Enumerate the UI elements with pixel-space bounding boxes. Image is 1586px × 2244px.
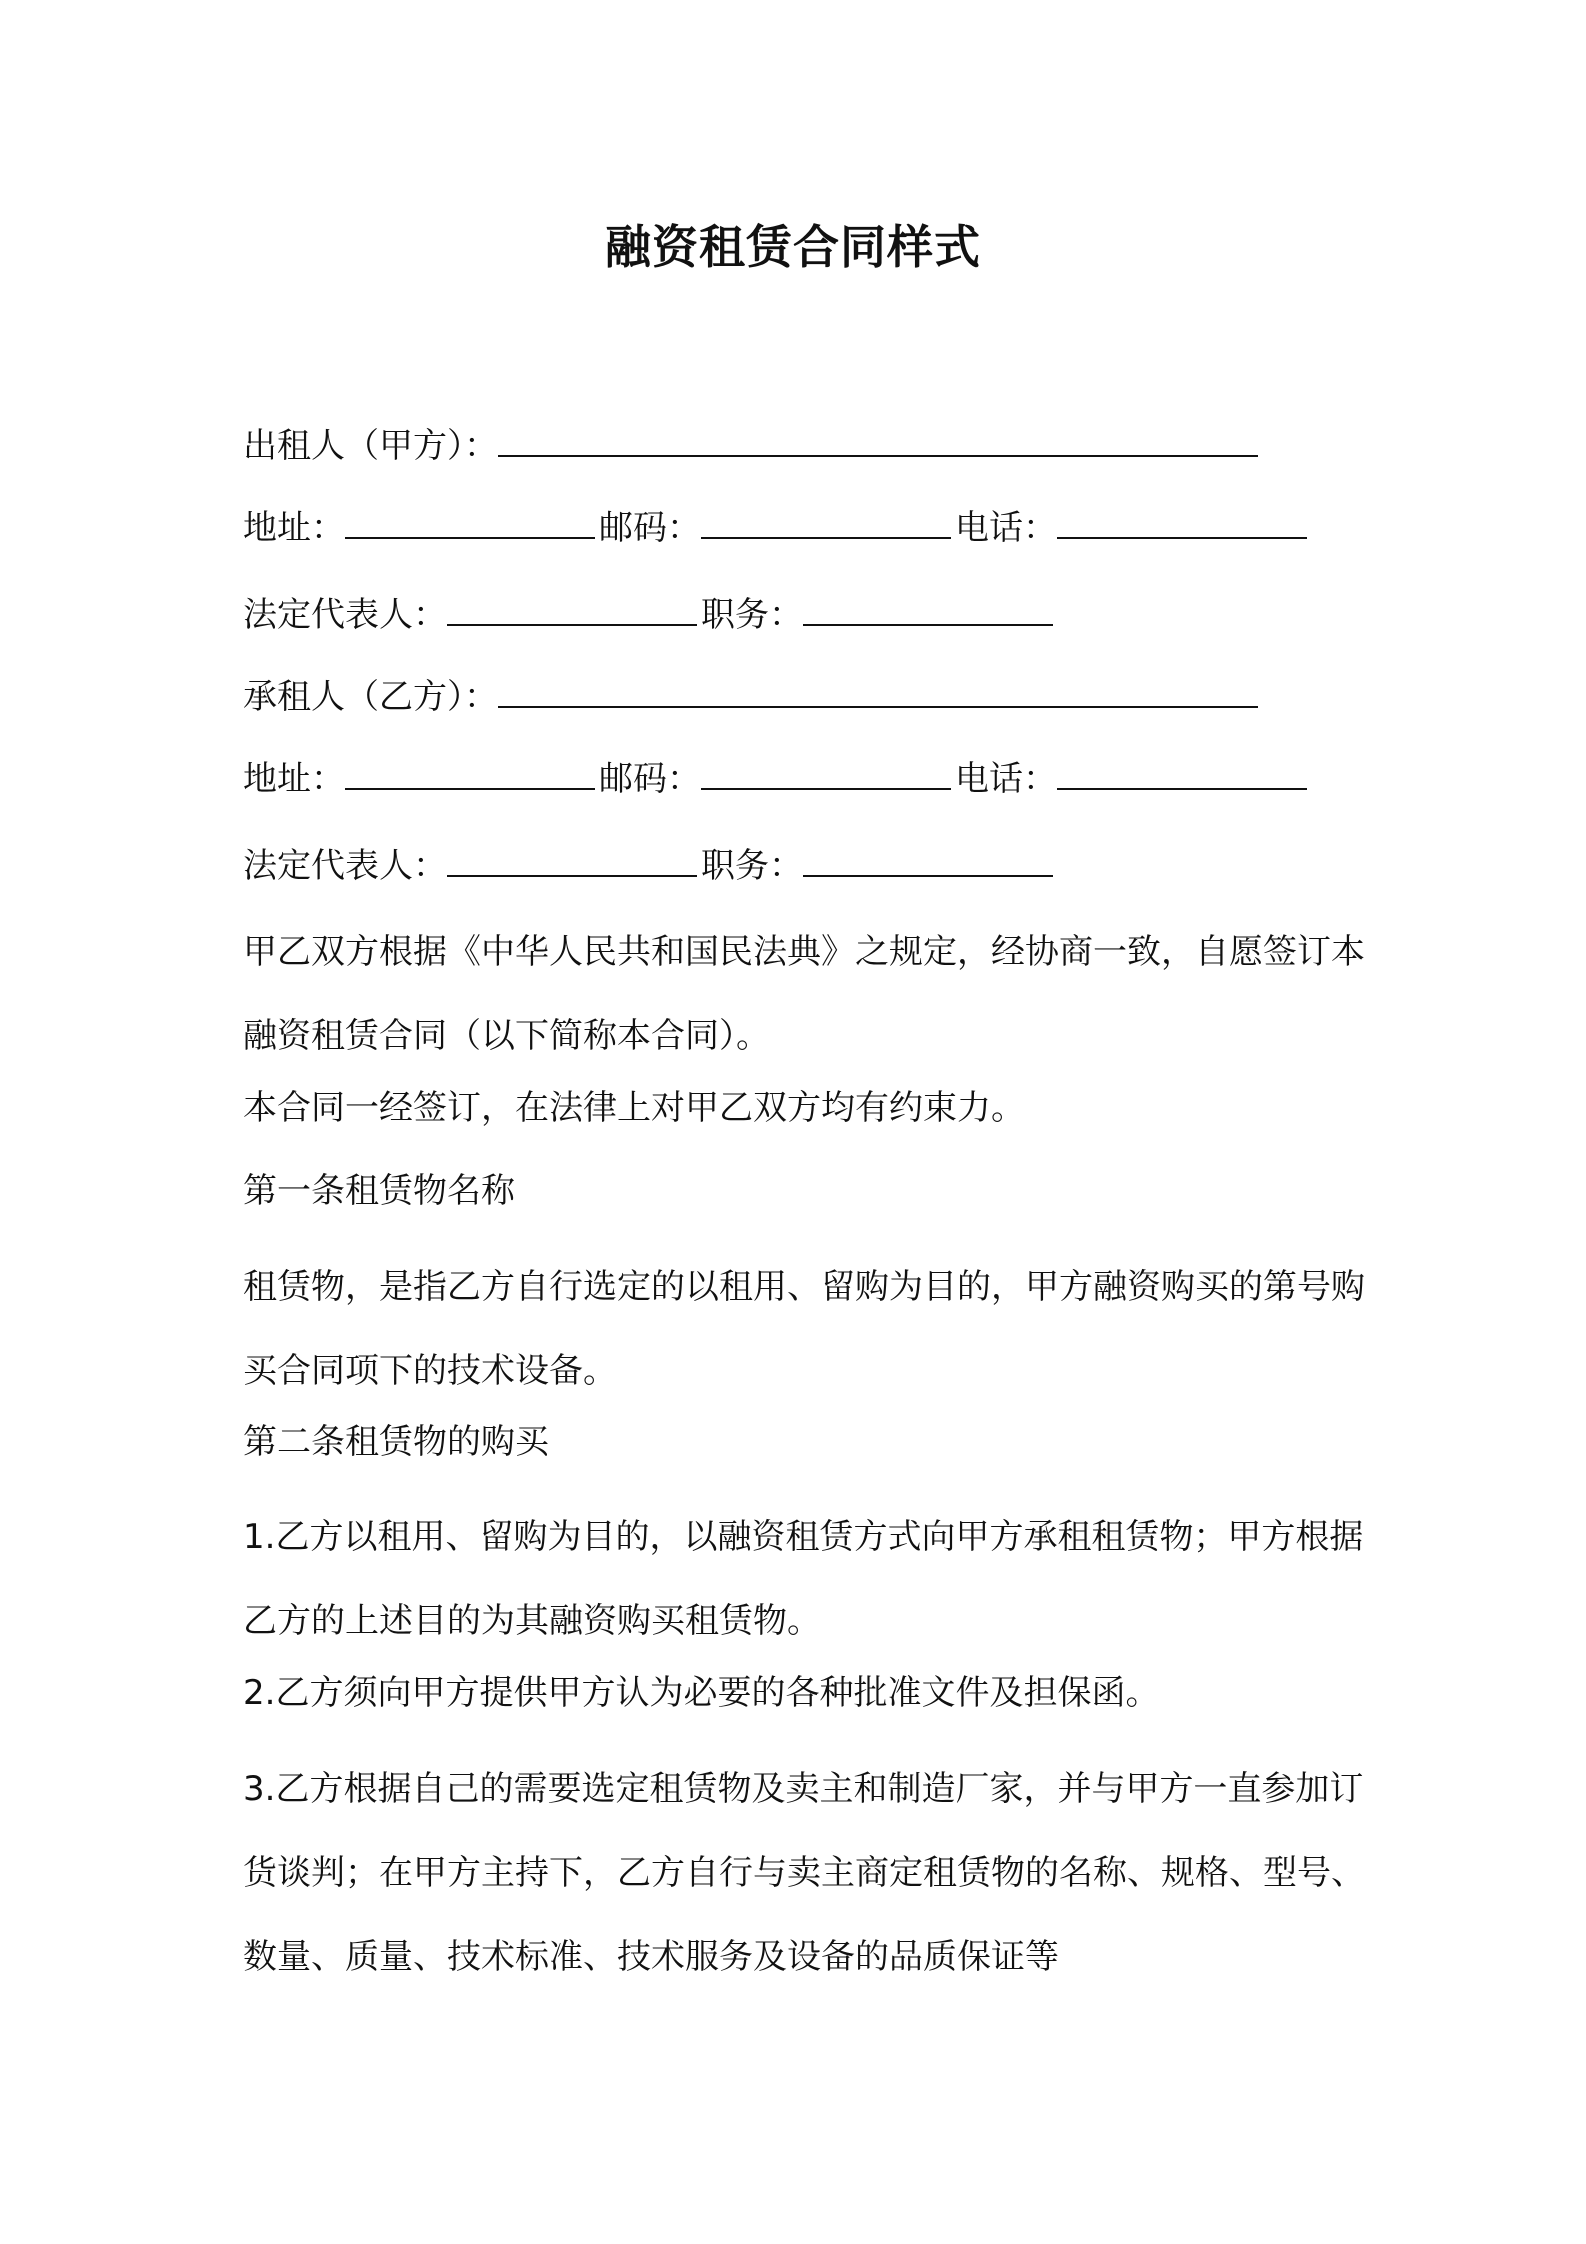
lessee-phone-blank [1057,748,1307,790]
article-2-item-3: 3.乙方根据自己的需要选定租赁物及卖主和制造厂家，并与甲方一直参加订货谈判；在甲方主持下，乙方自行与卖主商定租赁物的名称、规格、型号、数量、质量、技术标准、技术服务及设备的品质保证等 [243,1769,1365,1977]
lessee-rep-label: 法定代表人： [243,846,447,886]
lessor-address-label: 地址： [243,508,345,548]
lessor-position-label: 职务： [701,595,803,635]
lessee-label: 承租人（乙方）： [243,677,498,717]
lessor-postcode-label: 邮码： [599,508,701,548]
lessee-position-label: 职务： [701,846,803,886]
lessor-address-blank [345,497,595,539]
article-2-item-1: 1.乙方以租用、留购为目的，以融资租赁方式向甲方承租租赁物；甲方根据乙方的上述目的为其融资购买租赁物。 [243,1517,1364,1641]
intro-paragraph-1: 甲乙双方根据《中华人民共和国民法典》之规定，经协商一致，自愿签订本融资租赁合同（以下简称本合同）。 [243,932,1365,1056]
intro-paragraph-2: 本合同一经签订，在法律上对甲乙双方均有约束力。 [243,1088,1025,1128]
lessee-postcode-blank [701,748,951,790]
article-1-heading: 第一条租赁物名称 [243,1171,515,1211]
lessee-rep-line [243,835,1366,894]
article-2-item-2: 2.乙方须向甲方提供甲方认为必要的各种批准文件及担保函。 [243,1673,1160,1713]
lessor-line [243,415,1366,474]
lessee-address-blank [345,748,595,790]
lessee-phone-label: 电话： [955,759,1057,799]
lessee-line [243,666,1366,725]
lessor-rep-blank [447,584,697,626]
lessor-postcode-blank [701,497,951,539]
lessor-phone-label: 电话： [955,508,1057,548]
lessor-rep-line [243,584,1366,643]
lessor-label: 出租人（甲方）： [243,426,498,466]
lessee-rep-blank [447,835,697,877]
lessee-position-blank [803,835,1053,877]
lessee-contact-line [243,748,1366,807]
lessor-rep-label: 法定代表人： [243,595,447,635]
lessor-position-blank [803,584,1053,626]
article-1-body: 租赁物，是指乙方自行选定的以租用、留购为目的，甲方融资购买的第号购买合同项下的技术设备。 [243,1267,1365,1391]
lessor-contact-line [243,497,1366,556]
lessor-name-blank [498,415,1258,457]
lessee-address-label: 地址： [243,759,345,799]
lessor-phone-blank [1057,497,1307,539]
lessee-postcode-label: 邮码： [599,759,701,799]
document-title: 融资租赁合同样式 [605,220,981,274]
lessee-name-blank [498,666,1258,708]
article-2-heading: 第二条租赁物的购买 [243,1422,549,1462]
